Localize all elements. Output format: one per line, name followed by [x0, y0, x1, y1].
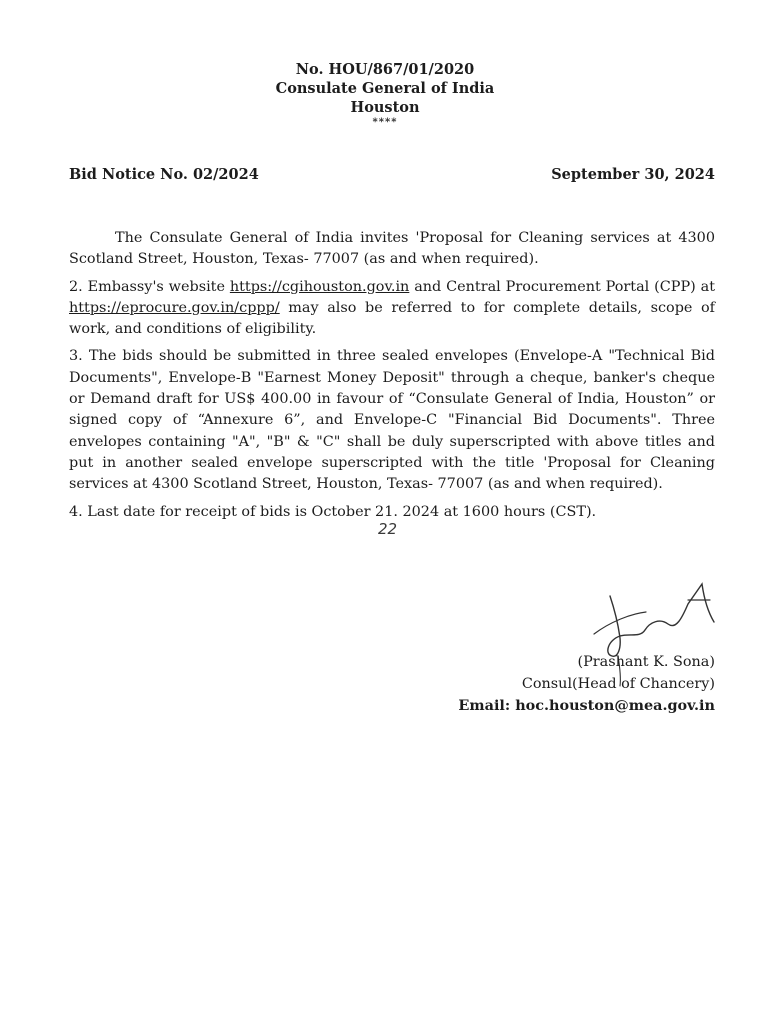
organization-name: Consulate General of India — [275, 80, 495, 97]
signatory-name: (Prashant K. Sona) — [577, 654, 715, 670]
paragraph-4: 4. Last date for receipt of bids is October 21. 2024 at 1600 hours (CST). — [69, 503, 597, 520]
handwritten-date-correction: 22 — [378, 520, 398, 538]
signatory-title: Consul(Head of Chancery) — [521, 675, 715, 692]
paragraph-3: 3. The bids should be submitted in three sealed envelopes (Envelope-A "Technical Bid Documents", Envelope-B "Earnest Money Deposit" through a cheque, banker's cheque or Demand draft for US$ 400.00 in favour of “Consulate General of India, Houston” or signed copy of “Annexure 6”, and Envelope-C "Financial Bid Documents". Three envelopes containing "A", "B" & "C" shall be duly superscripted with above titles and put in another sealed envelope superscripted with the title 'Proposal for Cleaning services at 4300 Scotland Street, Houston, Texas- 77007 (as and when required). — [69, 348, 715, 493]
city-name: Houston — [350, 99, 420, 116]
paragraph-2-middle: and Central Procurement Portal (CPP) at — [409, 278, 715, 295]
letterhead — [0, 60, 770, 129]
paragraph-2-start: 2. Embassy's website — [69, 278, 230, 295]
header-stars: **** — [372, 117, 398, 128]
reference-number: No. HOU/867/01/2020 — [295, 61, 475, 78]
signatory-email: Email: hoc.houston@mea.gov.in — [458, 697, 715, 714]
paragraph-1: The Consulate General of India invites 'Proposal for Cleaning services at 4300 Scotland Street, Houston, Texas- 77007 (as and when required). — [69, 230, 715, 268]
paragraph-2-end: may also be referred to for complete details, scope of work, and conditions of eligibility. — [69, 299, 715, 338]
cpp-portal-link[interactable]: https://eprocure.gov.in/cppp/ — [69, 299, 280, 316]
notice-body — [69, 228, 715, 529]
bid-notice-number: Bid Notice No. 02/2024 — [69, 166, 259, 183]
embassy-website-link[interactable]: https://cgihouston.gov.in — [229, 278, 410, 295]
notice-date: September 30, 2024 — [551, 166, 715, 183]
paragraph-2 — [69, 277, 715, 341]
signatory-block — [458, 652, 715, 717]
